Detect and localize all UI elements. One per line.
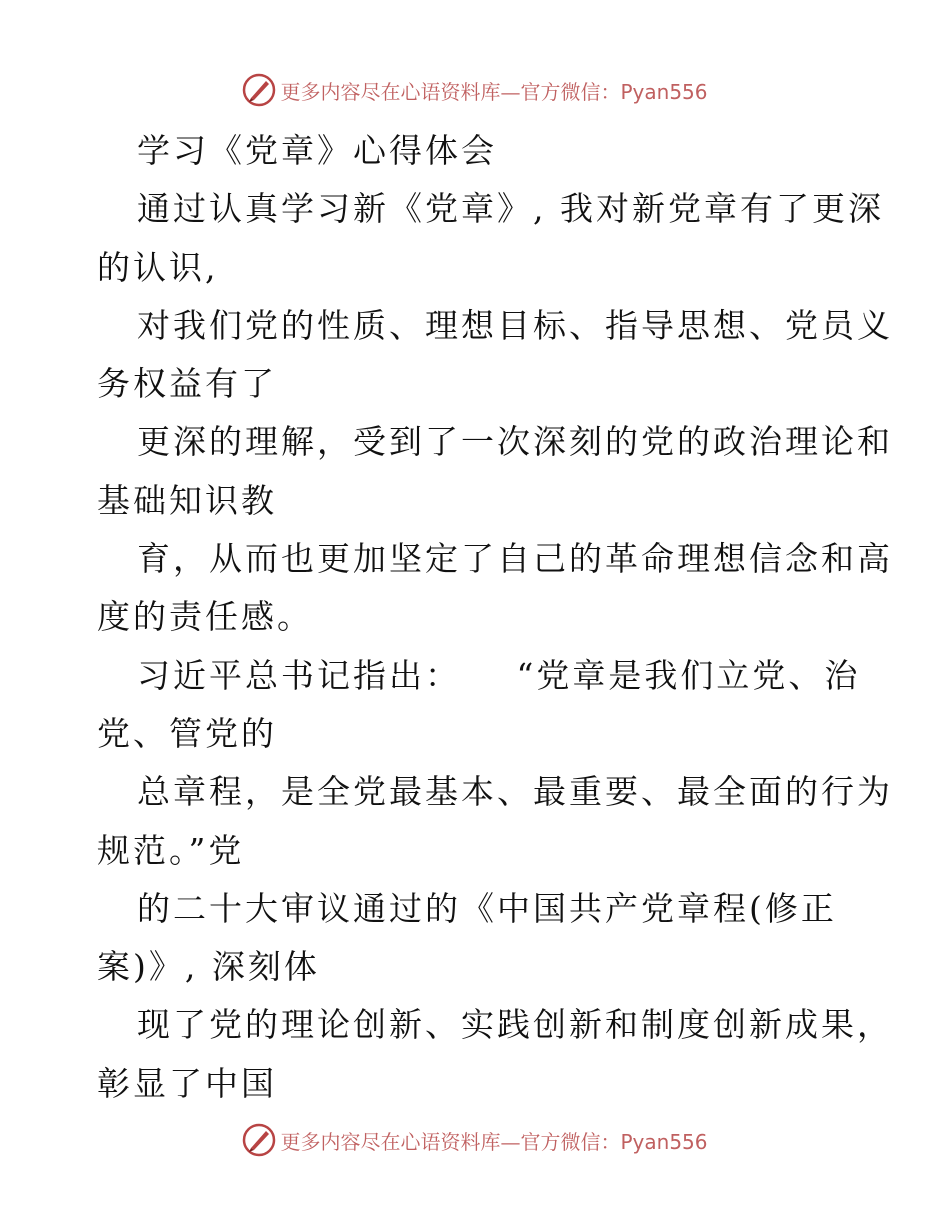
banner-label xyxy=(280,1126,707,1155)
text-line: 更深的理解，受到了一次深刻的党的政治理论和 xyxy=(137,422,893,462)
text-line: 务权益有了 xyxy=(97,364,277,404)
document-body xyxy=(97,122,893,1113)
banner-label xyxy=(280,76,707,105)
text-line: 对我们党的性质、理想目标、指导思想、党员义 xyxy=(137,305,893,345)
text-line: 规范。”党 xyxy=(97,830,245,870)
text-line: 现了党的理论创新、实践创新和制度创新成果， xyxy=(137,1005,893,1045)
text-line: 案)》, 深刻体 xyxy=(97,947,320,987)
text-line: 基础知识教 xyxy=(97,480,277,520)
text-line: 习近平总书记指出： “党章是我们立党、治 xyxy=(137,655,861,695)
quill-pen-logo-icon xyxy=(242,73,276,107)
text-line: 总章程，是全党最基本、最重要、最全面的行为 xyxy=(137,772,893,812)
quill-pen-logo-icon xyxy=(242,1123,276,1157)
header-banner xyxy=(0,70,950,110)
document-title: 学习《党章》心得体会 xyxy=(137,131,497,170)
text-line: 彰显了中国 xyxy=(97,1063,277,1103)
banner-text: 更多内容尽在心语资料库—官方微信： xyxy=(280,1129,621,1154)
banner-text: 更多内容尽在心语资料库—官方微信： xyxy=(280,79,621,104)
banner-wechat-id: Pyan556 xyxy=(620,1129,708,1154)
text-line: 的二十大审议通过的《中国共产党章程(修正 xyxy=(137,888,837,928)
text-line: 党、管党的 xyxy=(97,713,277,753)
text-line: 通过认真学习新《党章》, 我对新党章有了更深 xyxy=(137,189,884,229)
footer-banner xyxy=(0,1120,950,1160)
text-line: 育，从而也更加坚定了自己的革命理想信念和高 xyxy=(137,539,893,579)
text-line: 度的责任感。 xyxy=(97,597,313,637)
banner-wechat-id: Pyan556 xyxy=(620,79,708,104)
text-line: 的认识, xyxy=(97,247,219,287)
